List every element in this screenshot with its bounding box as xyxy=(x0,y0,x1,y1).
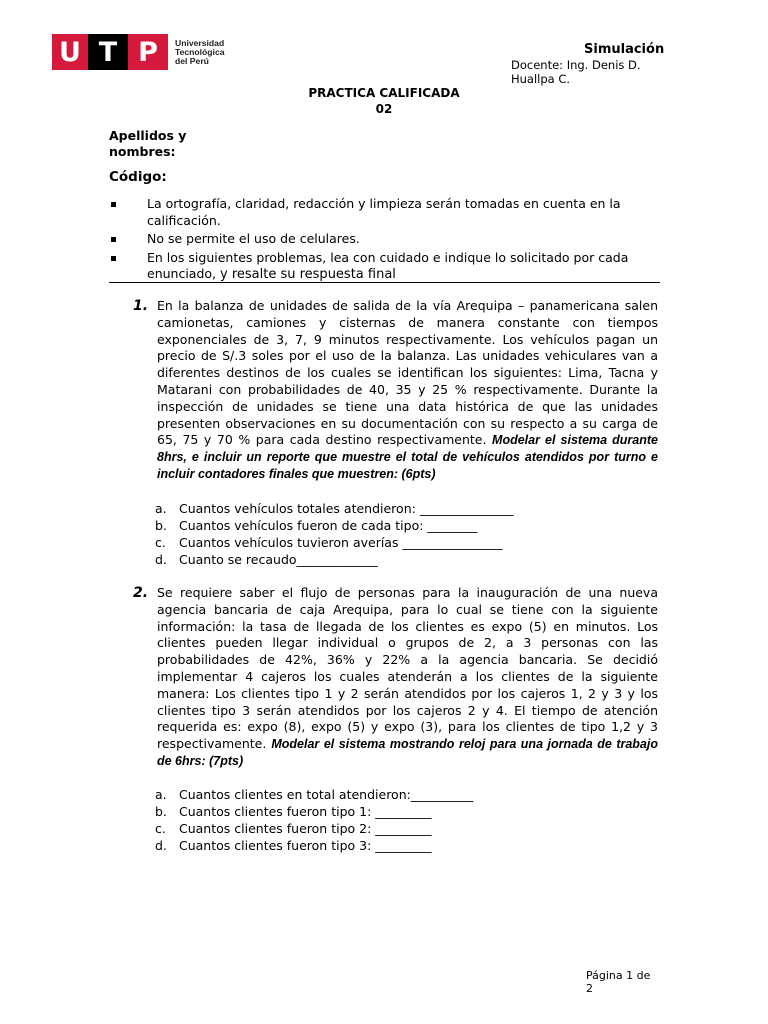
question-text: En la balanza de unidades de salida de la vía Arequipa – panamericana salen camionetas, camiones y cisternas de manera constante con tiempos exponenciales de 3, 7, 9 minutos respectivamente. Los vehículos pagan un precio de S/.3 soles por el uso de la balanza. Las unidades vehiculares van a diferentes destinos de los cuales se identifican los siguientes: Lima, Tacna y Matarani con probabilidades de 40, 35 y 25 % respectivamente. Durante la inspección de unidades se tiene una data histórica de que las unidades presenten observaciones en su documentación con su respecto a su carga de 65, 75 y 70 % para cada destino respectivamente. Modelar el sistema durante 8hrs, e incluir un reporte que muestre el total de vehículos atendidos por turno e incluir contadores finales que muestren: (6pts) xyxy=(157,298,658,481)
subitem: b. Cuantos vehículos fueron de cada tipo: ________ xyxy=(155,518,478,533)
subitem: a. Cuantos clientes en total atendieron:__________ xyxy=(155,787,474,802)
utp-logo xyxy=(52,34,225,70)
name-field-label: Apellidos y nombres: xyxy=(109,128,187,159)
teacher-name: Docente: Ing. Denis D. Huallpa C. xyxy=(511,58,641,86)
subitem: d. Cuanto se recaudo_____________ xyxy=(155,552,378,567)
page-number: Página 1 de 2 xyxy=(586,969,651,995)
question-text: Se requiere saber el flujo de personas para la inauguración de una nueva agencia bancaria de caja Arequipa, para lo cual se tiene con la siguiente información: la tasa de llegada de los clientes es expo (5) en minutos. Los clientes pueden llegar individual o grupos de 2, a 3 personas con las probabilidades de 42%, 36% y 22% a la agencia bancaria. Se decidió implementar 4 cajeros los cuales atenderán a los clientes de la siguiente manera: Los clientes tipo 1 y 2 serán atendidos por los cajeros 1, 2 y 3 y los clientes tipo 3 serán atendidos por los cajeros 2 y 4. El tiempo de atención requerida es: expo (8), expo (5) y expo (3), para los clientes de tipo 1,2 y 3 respectivamente. Modelar el sistema mostrando reloj para una jornada de trabajo de 6hrs: (7pts) xyxy=(157,585,658,768)
subitem: d. Cuantos clientes fueron tipo 3: _________ xyxy=(155,838,432,853)
rule-item: No se permite el uso de celulares. xyxy=(109,231,661,248)
subitem: a. Cuantos vehículos totales atendieron: _______________ xyxy=(155,501,514,516)
subitem: c. Cuantos clientes fueron tipo 2: _________ xyxy=(155,821,432,836)
code-field-label: Código: xyxy=(109,169,167,185)
question-2 xyxy=(133,585,658,770)
subject-title: Simulación xyxy=(584,42,665,57)
question-instruction: Modelar el sistema durante 8hrs, e incluir un reporte que muestre el total de vehículos atendidos por turno e incluir contadores finales que muestren: (6pts) xyxy=(157,433,658,481)
rule-item: En los siguientes problemas, lea con cuidado e indique lo solicitado por cada enunciado, y resalte su respuesta final xyxy=(109,250,661,284)
question-1 xyxy=(133,298,658,483)
subitem: c. Cuantos vehículos tuvieron averías ________________ xyxy=(155,535,503,550)
question-instruction: Modelar el sistema mostrando reloj para una jornada de trabajo de 6hrs: (7pts) xyxy=(157,737,658,768)
header-divider xyxy=(109,282,660,283)
question-number: 1. xyxy=(133,298,149,314)
question-1-subitems xyxy=(155,500,514,568)
exam-title: PRACTICA CALIFICADA xyxy=(308,86,460,100)
logo-letter-u: U xyxy=(52,34,88,70)
subitem: b. Cuantos clientes fueron tipo 1: _________ xyxy=(155,804,432,819)
rule-item: La ortografía, claridad, redacción y limpieza serán tomadas en cuenta en la calificación. xyxy=(109,196,661,229)
exam-number: 02 xyxy=(375,102,393,116)
logo-university-name: Universidad Tecnológica del Perú xyxy=(175,37,225,66)
logo-letter-t: T xyxy=(88,34,128,70)
rules-list xyxy=(109,196,661,284)
question-2-subitems xyxy=(155,786,473,854)
logo-letter-p: P xyxy=(128,34,168,70)
question-number: 2. xyxy=(133,585,149,601)
